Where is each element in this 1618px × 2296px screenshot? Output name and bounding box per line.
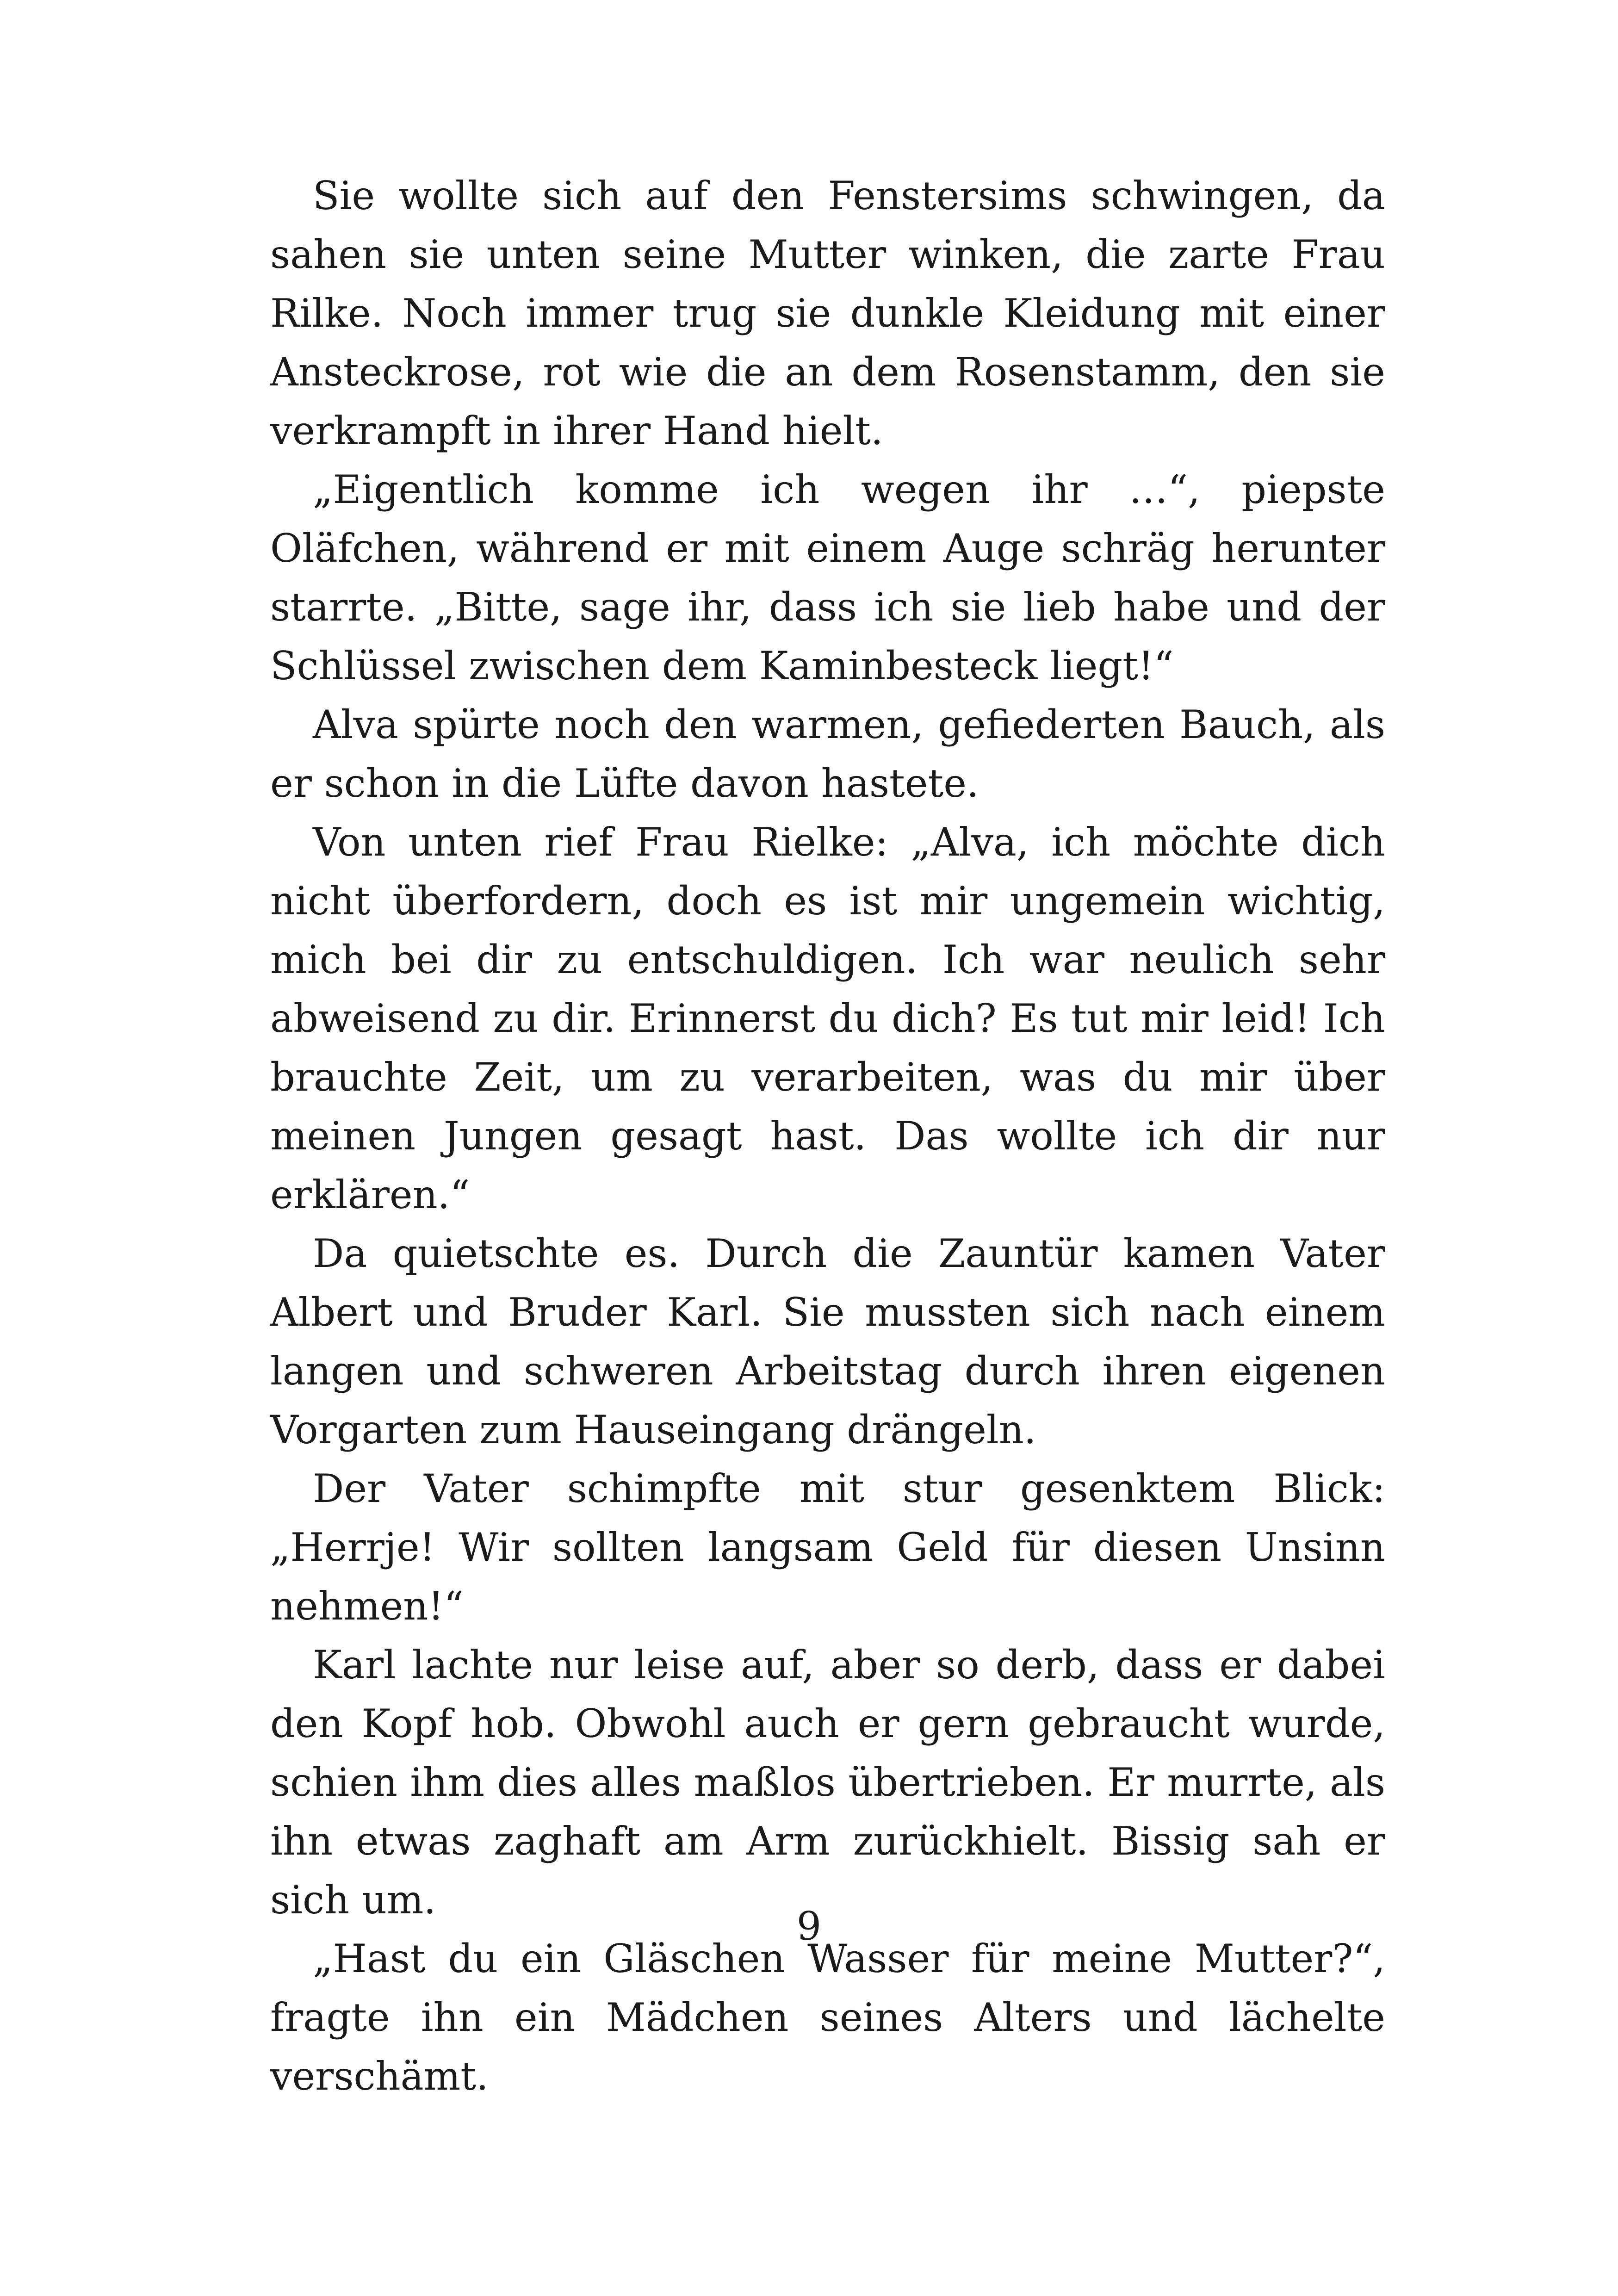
paragraph-8: „Hast du ein Gläschen Wasser für meine Mutter?“, fragte ihn ein Mädchen seines Alters und lächelte verschämt. (270, 1936, 1385, 2099)
paragraph-2: „Eigentlich komme ich wegen ihr …“, piepste Oläfchen, während er mit einem Auge schräg herunter starrte. „Bitte, sage ihr, dass ich sie lieb habe und der Schlüssel zwischen dem Kaminbesteck liegt!“ (270, 467, 1385, 689)
paragraph-1: Sie wollte sich auf den Fenstersims schwingen, da sahen sie unten seine Mutter winken, die zarte Frau Rilke. Noch immer trug sie dunkle Kleidung mit einer Ansteckrose, rot wie die an dem Rosenstamm, den sie verkrampft in ihrer Hand hielt. (270, 173, 1385, 453)
paragraph-5: Da quietschte es. Durch die Zauntür kamen Vater Albert und Bruder Karl. Sie mussten sich nach einem langen und schweren Arbeitstag durch ihren eigenen Vorgarten zum Hauseingang drängeln. (270, 1231, 1385, 1452)
paragraph-4: Von unten rief Frau Rielke: „Alva, ich möchte dich nicht überfordern, doch es ist mir ungemein wichtig, mich bei dir zu entschuldigen. Ich war neulich sehr abweisend zu dir. Erinnerst du dich? Es tut mir leid! Ich brauchte Zeit, um zu verarbeiten, was du mir über meinen Jungen gesagt hast. Das wollte ich dir nur erklären.“ (270, 819, 1385, 1217)
paragraph-3: Alva spürte noch den warmen, gefiederten Bauch, als er schon in die Lüfte davon hastete. (270, 702, 1385, 806)
paragraph-6: Der Vater schimpfte mit stur gesenktem Blick: „Herrje! Wir sollten langsam Geld für diesen Unsinn nehmen!“ (270, 1466, 1385, 1629)
body-text (270, 167, 1385, 2106)
paragraph-7: Karl lachte nur leise auf, aber so derb, dass er dabei den Kopf hob. Obwohl auch er gern gebraucht wurde, schien ihm dies alles maßlos übertrieben. Er murrte, als ihn etwas zaghaft am Arm zurückhielt. Bissig sah er sich um. (270, 1642, 1385, 1923)
page-number: 9 (796, 1904, 822, 1949)
